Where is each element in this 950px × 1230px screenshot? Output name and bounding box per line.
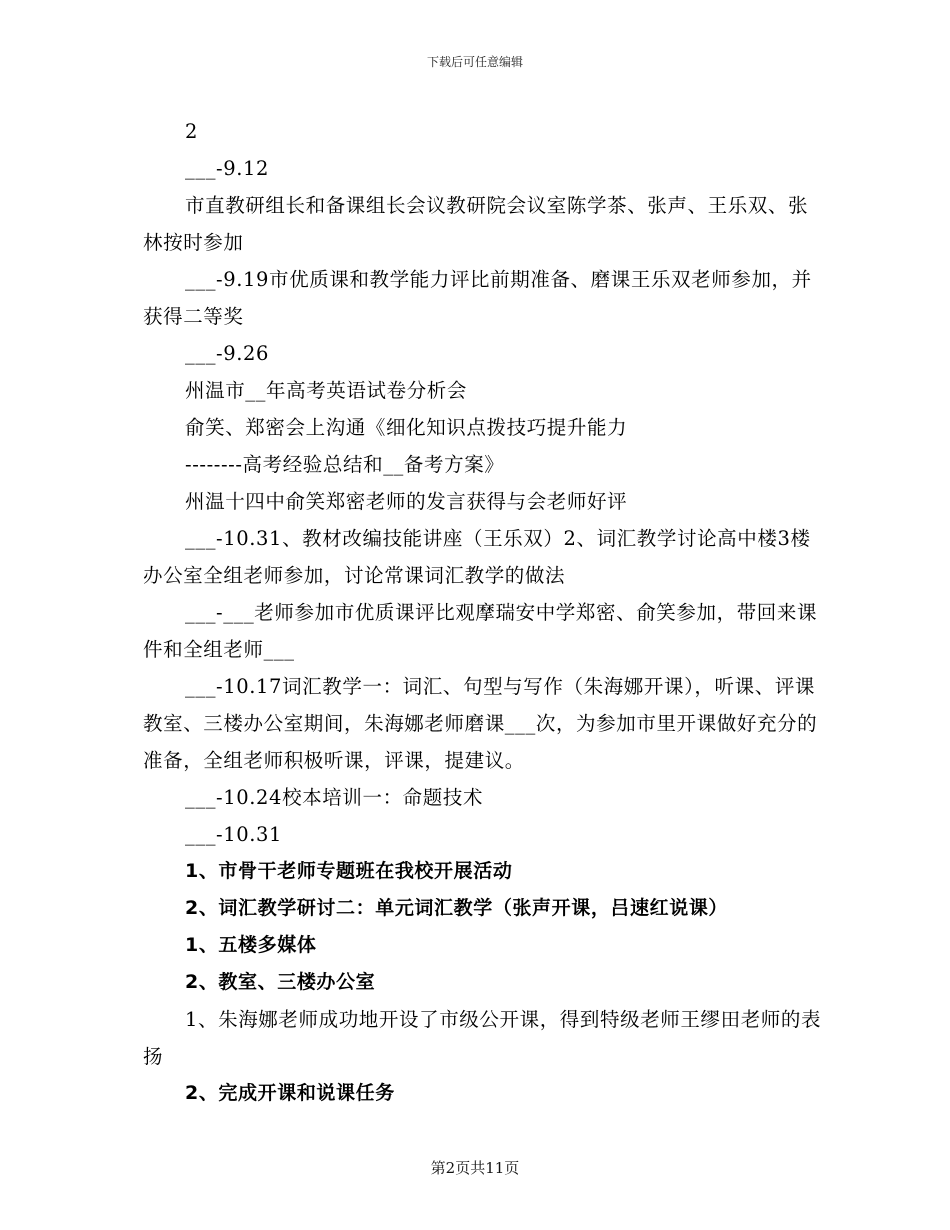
paragraph-bold: 2、词汇教学研讨二：单元词汇教学（张声开课，吕速红说课） bbox=[185, 897, 729, 919]
paragraph: ___-10.17词汇教学一：词汇、句型与写作（朱海娜开课），听课、评课教室、三楼办公室期间，朱海娜老师磨课___次，为参加市里开课做好充分的准备，全组老师积极听课，评课，提建议。 bbox=[143, 675, 818, 772]
paragraph: 2 bbox=[185, 120, 199, 143]
paragraph-bold: 2、完成开课和说课任务 bbox=[185, 1082, 395, 1104]
paragraph: ___-9.19市优质课和教学能力评比前期准备、磨课王乐双老师参加，并获得二等奖 bbox=[143, 268, 812, 328]
document-body bbox=[143, 113, 823, 1112]
paragraph: ___-9.26 bbox=[185, 342, 270, 365]
paragraph-bold: 2、教室、三楼办公室 bbox=[185, 971, 376, 993]
paragraph-bold: 1、五楼多媒体 bbox=[185, 934, 317, 956]
paragraph: ___-10.31、教材改编技能讲座（王乐双）2、词汇教学讨论高中楼3楼办公室全组老师参加，讨论常课词汇教学的做法 bbox=[143, 527, 811, 587]
paragraph: 1、朱海娜老师成功地开设了市级公开课，得到特级老师王缪田老师的表扬 bbox=[143, 1008, 822, 1068]
paragraph: 市直教研组长和备课组长会议教研院会议室陈学茶、张声、王乐双、张林按时参加 bbox=[143, 194, 809, 254]
paragraph: --------高考经验总结和__备考方案》 bbox=[185, 453, 505, 476]
page-footer: 第2页共11页 bbox=[430, 1159, 520, 1177]
page-header: 下载后可任意编辑 bbox=[426, 55, 523, 69]
paragraph: ___-9.12 bbox=[185, 157, 270, 180]
paragraph: 州温十四中俞笑郑密老师的发言获得与会老师好评 bbox=[185, 490, 628, 513]
paragraph: ___-10.31 bbox=[185, 823, 283, 846]
paragraph-bold: 1、市骨干老师专题班在我校开展活动 bbox=[185, 860, 513, 882]
paragraph: ___-10.24校本培训一：命题技术 bbox=[185, 786, 484, 809]
paragraph: ___-___老师参加市优质课评比观摩瑞安中学郑密、俞笑参加，带回来课件和全组老师___ bbox=[143, 601, 818, 661]
paragraph: 俞笑、郑密会上沟通《细化知识点拨技巧提升能力 bbox=[185, 416, 628, 439]
paragraph: 州温市__年高考英语试卷分析会 bbox=[185, 379, 468, 402]
